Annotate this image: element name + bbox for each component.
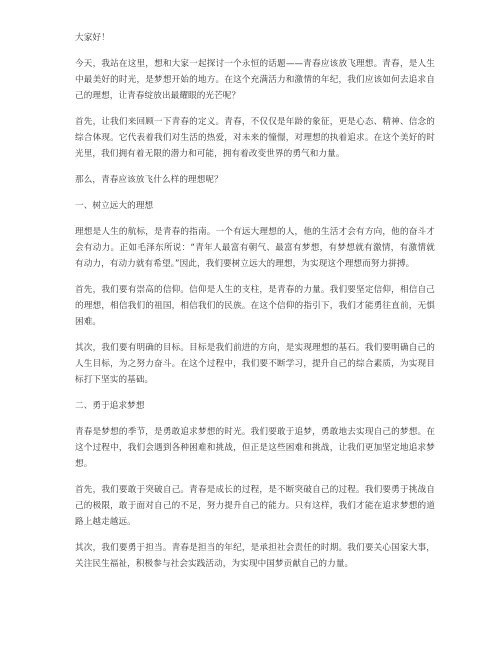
- paragraph: 其次，我们要有明确的目标。目标是我们前进的方向，是实现理想的基石。我们要明确自己的人生目标，为之努力奋斗。在这个过程中，我们要不断学习，提升自己的综合素质，为实现目标打下坚实的基础。: [75, 343, 435, 385]
- section-heading: 二、勇于追求梦想: [75, 401, 145, 411]
- greeting: 大家好！: [75, 33, 110, 43]
- paragraph: 理想是人生的航标，是青春的指南。一个有远大理想的人，他的生活才会有方向，他的奋斗才会有动力。正如毛泽东所说：“青年人最富有朝气、最富有梦想，有梦想就有激情，有激情就有动力，有动力就有希望。”因此，我们要树立远大的理想，为实现这个理想而努力拼搏。: [75, 227, 435, 269]
- paragraph: 青春是梦想的季节，是勇敢追求梦想的时光。我们要敢于追梦，勇敢地去实现自己的梦想。在这个过程中，我们会遇到各种困难和挑战，但正是这些困难和挑战，让我们更加坚定地追求梦想。: [75, 427, 435, 469]
- document-body: [75, 30, 435, 582]
- paragraph: 首先，让我们来回顾一下青春的定义。青春，不仅仅是年龄的象征，更是心态、精神、信念的综合体现。它代表着我们对生活的热爱，对未来的憧憬，对理想的执着追求。在这个美好的时光里，我们拥有着无限的潜力和可能，拥有着改变世界的勇气和力量。: [75, 117, 435, 159]
- paragraph: 首先，我们要敢于突破自己。青春是成长的过程，是不断突破自己的过程。我们要勇于挑战自己的极限，敢于面对自己的不足，努力提升自己的能力。只有这样，我们才能在追求梦想的道路上越走越远。: [75, 485, 435, 527]
- paragraph: 今天，我站在这里，想和大家一起探讨一个永恒的话题——青春应该放飞理想。青春，是人生中最美好的时光，是梦想开始的地方。在这个充满活力和激情的年纪，我们应该如何去追求自己的理想，让青春绽放出最耀眼的光芒呢？: [75, 59, 435, 101]
- paragraph: 其次，我们要勇于担当。青春是担当的年纪，是承担社会责任的时期。我们要关心国家大事，关注民生福祉，积极参与社会实践活动，为实现中国梦贡献自己的力量。: [75, 543, 435, 569]
- paragraph: 首先，我们要有崇高的信仰。信仰是人生的支柱，是青春的力量。我们要坚定信仰，相信自己的理想，相信我们的祖国，相信我们的民族。在这个信仰的指引下，我们才能勇往直前，无惧困难。: [75, 285, 435, 327]
- question-line: 那么，青春应该放飞什么样的理想呢？: [75, 175, 223, 185]
- section-heading: 一、树立远大的理想: [75, 201, 154, 211]
